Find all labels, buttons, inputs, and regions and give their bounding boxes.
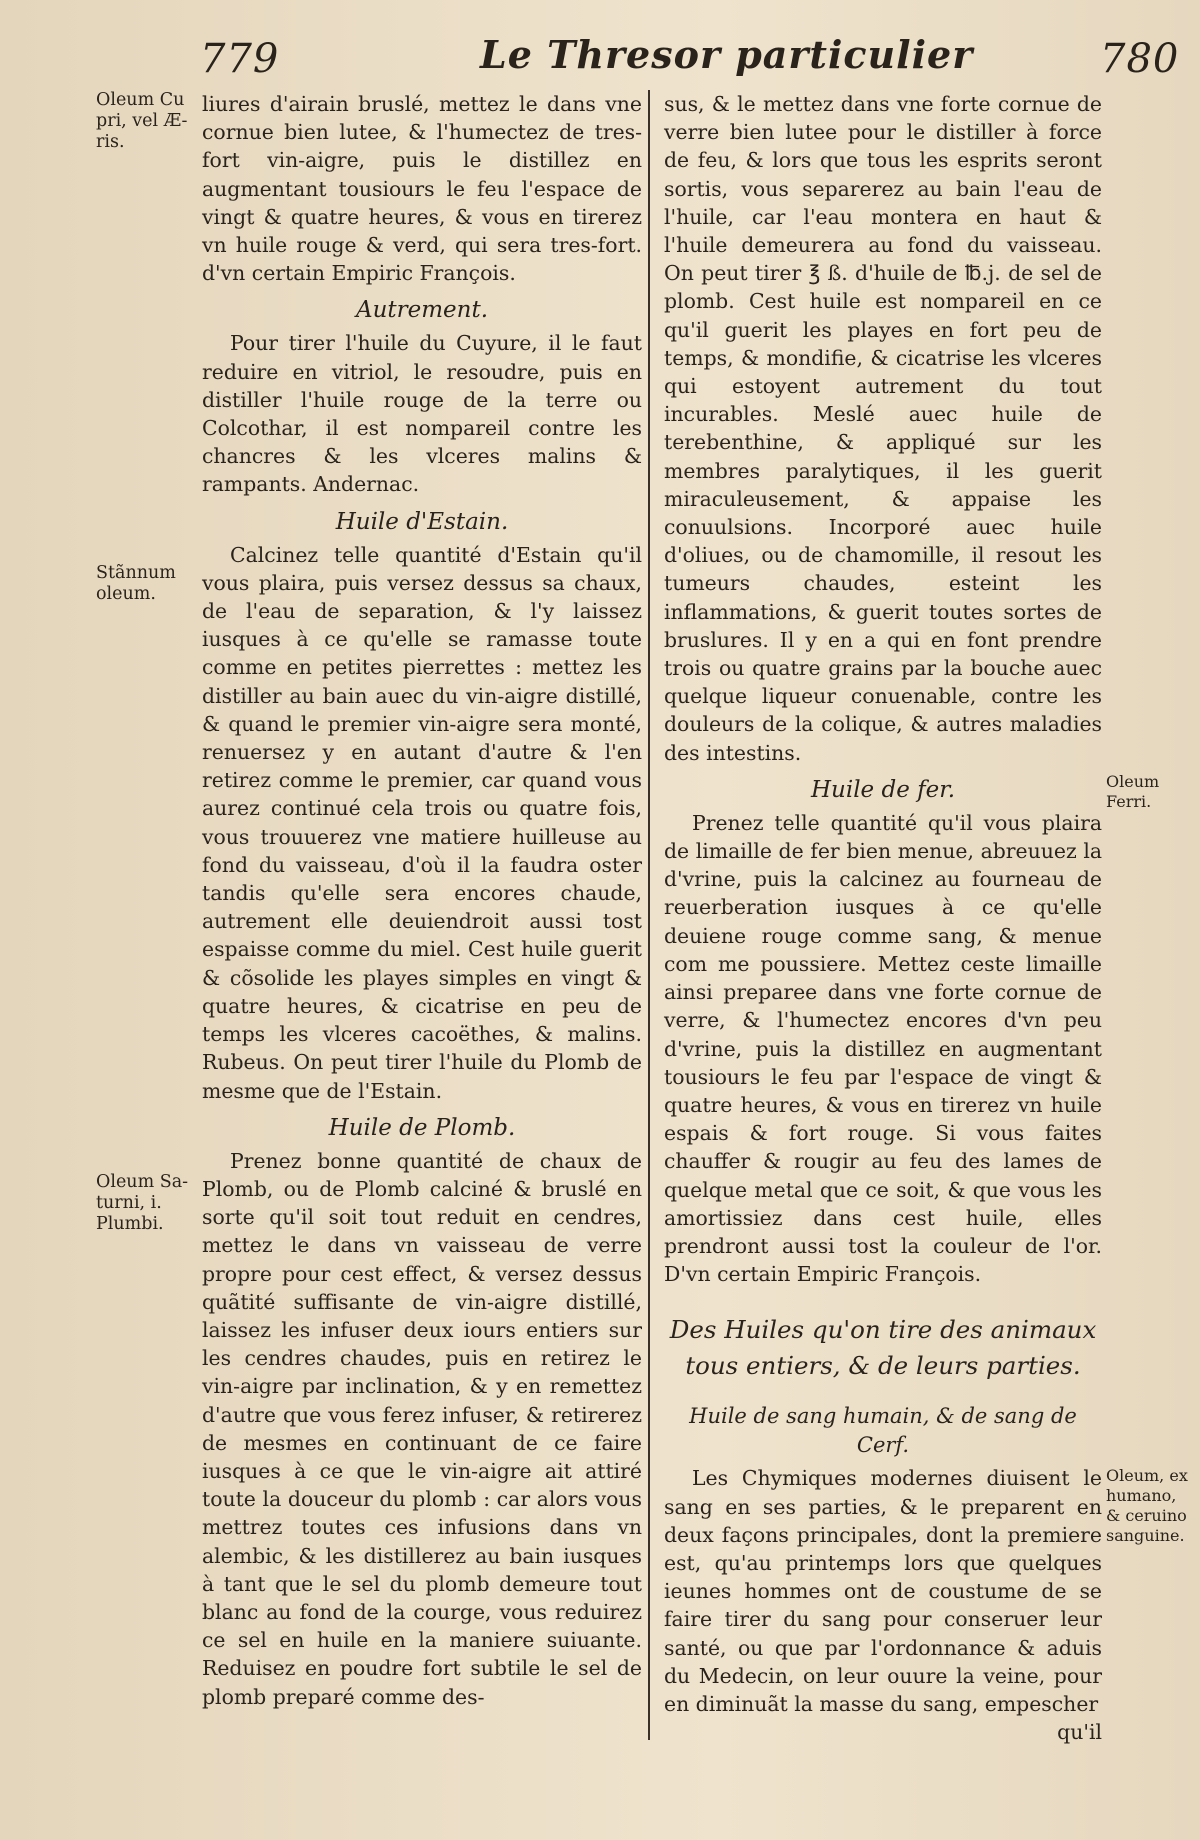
right-column <box>664 90 1102 1746</box>
heading-huile-sang: Huile de sang humain, & de sang de Cerf. <box>689 1404 1077 1458</box>
running-title: Le Thresor particulier <box>480 32 974 77</box>
margin-note-line: sanguine. <box>1106 1526 1185 1545</box>
margin-note-line: Oleum, ex <box>1106 1466 1188 1485</box>
paragraph-sang: Les Chymiques modernes diuisent le sang en ses parties, & le preparent en deux façons principales, dont la premiere est, qu'au printemps lors que quelques ieunes hommes ont de coustume de se faire tirer du sang pour conseruer leur santé, ou que par l'ordonnance & aduis du Medecin, on leur ouure la veine, pour en diminuãt la masse du sang, empescher <box>664 1466 1102 1716</box>
margin-note-line: Oleum Sa- <box>96 1172 189 1192</box>
margin-note-line: Plumbi. <box>96 1214 164 1234</box>
heading-huile-plomb: Huile de Plomb. <box>328 1114 516 1141</box>
margin-note-line: turni, i. <box>96 1193 162 1213</box>
page-number-right: 780 <box>1100 36 1180 82</box>
catchword: qu'il <box>1057 1720 1102 1745</box>
paragraph-estain: Calcinez telle quantité d'Estain qu'il vous plaira, puis versez dessus sa chaux, de l'eau de separation, & l'y laissez iusques à ce qu'elle se ramasse toute comme en petites pierrettes : mettez les distiller au bain auec du vin-aigre distillé, & quand le premier vin-aigre sera monté, renuersez y en autant d'autre & l'en retirez comme le premier, car quand vous aurez continué cela trois ou quatre fois, vous trouuerez vne matiere huilleuse au fond du vaisseau, d'où il la faudra oster tandis qu'elle sera encores chaude, autrement elle deuiendroit aussi tost espaisse comme du miel. Cest huile guerit & cõsolide les playes simples en vingt & quatre heures, & cicatrise en peu de temps les vlceres cacoëthes, & malins. Rubeus. On peut tirer l'huile du Plomb de mesme que de l'Estain. <box>202 542 642 1103</box>
left-column <box>202 90 642 1711</box>
paragraph-fer: Prenez telle quantité qu'il vous plaira de limaille de fer bien menue, abreuuez la d'vrine, puis la calcinez au fourneau de reuerberation iusques à ce qu'elle deuiene rouge comme sang, & menue com me poussiere. Mettez ceste limaille ainsi preparee dans vne forte cornue de verre, & l'humectez encores d'vn peu d'vrine, puis la distillez en augmentant tousiours le feu par l'espace de vingt & quatre heures, & vous en tirerez vn huile espais & fort rouge. Si vous faites chauffer & rougir au feu des lames de quelque metal que ce soit, & que vous les amortissiez dans cest huile, elles prendront aussi tost la couleur de l'or. D'vn certain Empiric François. <box>664 810 1102 1287</box>
margin-note-line: Oleum Cu <box>96 90 185 110</box>
margin-note-line: pri, vel Æ- <box>96 111 188 131</box>
margin-note-line: ris. <box>96 132 125 152</box>
margin-note-line: Stãnnum <box>96 563 176 583</box>
paragraph-plomb-cont: sus, & le mettez dans vne forte cornue de verre bien lutee pour le distiller à force de feu, & lors que tous les esprits seront sortis, vous separerez au bain l'eau de l'huile, car l'eau montera en haut & l'huile demeurera au fond du vaisseau. On peut tirer ℥ ß. d'huile de ℔.j. de sel de plomb. Cest huile est nompareil en ce qu'il guerit les playes en fort peu de temps, & mondifie, & cicatrise les vlceres qui estoyent autrement du tout incurables. Meslé auec huile de terebenthine, & appliqué sur les membres paralytiques, il les guerit miraculeusement, & appaise les conuulsions. Incorporé auec huile d'oliues, ou de chamomille, il resout les tumeurs chaudes, esteint les inflammations, & guerit toutes sortes de bruslures. Il y en a qui en font prendre trois ou quatre grains par la bouche auec quelque liqueur conuenable, contre les douleurs de la colique, & autres maladies des intestins. <box>664 92 1102 765</box>
paragraph-cuivre-cont: liures d'airain bruslé, mettez le dans vne cornue bien lutee, & l'humectez de tres-fort vin-aigre, puis le distillez en augmentant tousiours le feu l'espace de vingt & quatre heures, & vous en tirerez vn huile rouge & verd, qui sera tres-fort. d'vn certain Empiric François. <box>202 92 642 286</box>
page-number-left: 779 <box>200 36 280 82</box>
margin-note-line: oleum. <box>96 584 156 604</box>
margin-note-line: humano, <box>1106 1486 1177 1505</box>
margin-note-saturni <box>96 1172 208 1235</box>
running-header <box>0 28 1200 88</box>
paragraph-plomb: Prenez bonne quantité de chaux de Plomb, ou de Plomb calciné & bruslé en sorte qu'il soit tout reduit en cendres, mettez le dans vn vaisseau de verre propre pour cest effect, & versez dessus quãtité suffisante de vin-aigre distillé, laissez les infuser deux iours entiers sur les cendres chaudes, puis en retirez le vin-aigre par inclination, & y en remettez d'autre que vous ferez infuser, & retirerez de mesmes en continuant de ce faire iusques à ce que le vin-aigre ait attiré toute la douceur du plomb : car alors vous mettrez toutes ces infusions dans vn alembic, & les distillerez au bain iusques à tant que le sel du plomb demeure tout blanc au fond de la courge, vous reduirez ce sel en huile en la maniere suiuante. Reduisez en poudre fort subtile le sel de plomb preparé comme des- <box>202 1148 642 1709</box>
heading-huiles-animaux: Des Huiles qu'on tire des animaux tous entiers, & de leurs parties. <box>669 1315 1097 1381</box>
column-divider <box>648 90 650 1740</box>
heading-huile-estain: Huile d'Estain. <box>335 508 509 535</box>
margin-note-oleum-cupri <box>96 90 208 153</box>
heading-autrement: Autrement. <box>355 297 489 324</box>
margin-note-sanguine <box>1106 1466 1196 1546</box>
margin-note-line: & ceruino <box>1106 1506 1187 1525</box>
paragraph-cuyure: Pour tirer l'huile du Cuyure, il le faut reduire en vitriol, le resoudre, puis en distiller l'huile rouge de la terre ou Colcothar, il est nompareil contre les chancres & les vlceres malins & rampants. Andernac. <box>202 331 642 497</box>
margin-note-line: Oleum <box>1106 772 1160 791</box>
heading-huile-fer: Huile de fer. <box>810 776 956 803</box>
margin-note-stannum <box>96 563 208 605</box>
margin-note-line: Ferri. <box>1106 792 1152 811</box>
margin-note-ferri <box>1106 772 1196 812</box>
